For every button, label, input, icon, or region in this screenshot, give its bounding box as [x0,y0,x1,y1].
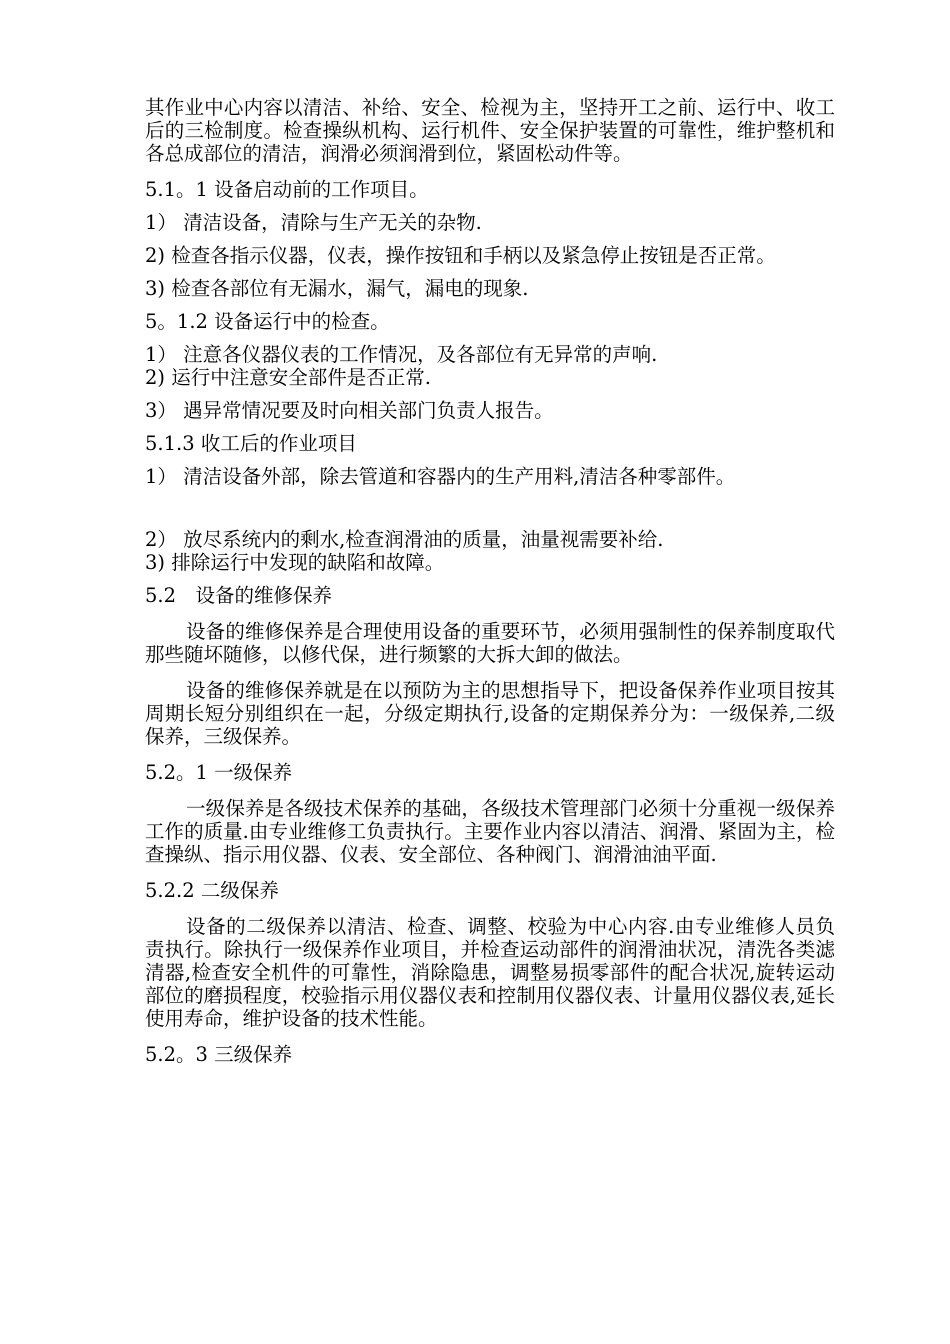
section-heading-5-1-1: 5.1。1 设备启动前的工作项目。 [145,178,429,201]
body-paragraph: 一级保养是各级技术保养的基础，各级技术管理部门必须十分重视一级保养工作的质量.由专业维修工负责执行。主要作业内容以清洁、润滑、紧固为主，检查操纵、指示用仪器、仪表、安全部位、各种阀门、润滑油油平面. [145,797,835,866]
body-paragraph: 设备的维修保养就是在以预防为主的思想指导下，把设备保养作业项目按其周期长短分别组织在一起，分级定期执行,设备的定期保养分为：一级保养,二级保养，三级保养。 [145,679,835,748]
list-item: 1） 清洁设备外部，除去管道和容器内的生产用料,清洁各种零部件。 [145,465,736,488]
section-heading-5-1-3: 5.1.3 收工后的作业项目 [145,432,357,455]
list-item: 1） 清洁设备，清除与生产无关的杂物. [145,211,482,234]
section-heading-5-1-2: 5。1.2 设备运行中的检查。 [145,310,390,333]
section-heading-5-2: 5.2 设备的维修保养 [145,584,333,607]
list-item: 1） 注意各仪器仪表的工作情况，及各部位有无异常的声响. [145,343,658,366]
body-paragraph: 设备的二级保养以清洁、检查、调整、校验为中心内容.由专业维修人员负责执行。除执行一级保养作业项目，并检查运动部件的润滑油状况，清洗各类滤清器,检查安全机件的可靠性，消除隐患，调整易损零部件的配合状况,旋转运动部位的磨损程度，校验指示用仪器仪表和控制用仪器仪表、计量用仪器仪表,延长使用寿命，维护设备的技术性能。 [145,915,835,1030]
section-heading-5-2-1: 5.2。1 一级保养 [145,761,293,784]
document-body [145,96,835,1066]
intro-paragraph: 其作业中心内容以清洁、补给、安全、检视为主，坚持开工之前、运行中、收工后的三检制度。检查操纵机构、运行机件、安全保护装置的可靠性，维护整机和各总成部位的清洁，润滑必须润滑到位，紧固松动件等。 [145,96,835,165]
section-heading-5-2-3: 5.2。3 三级保养 [145,1043,293,1066]
section-heading-5-2-2: 5.2.2 二级保养 [145,879,279,902]
list-item: 3) 检查各部位有无漏水，漏气，漏电的现象. [145,277,529,300]
list-item: 3) 排除运行中发现的缺陷和故障。 [145,551,445,574]
list-item: 3） 遇异常情况要及时向相关部门负责人报告。 [145,399,554,422]
list-item: 2) 检查各指示仪器，仪表，操作按钮和手柄以及紧急停止按钮是否正常。 [145,244,776,267]
list-item: 2） 放尽系统内的剩水,检查润滑油的质量，油量视需要补给. [145,528,664,551]
body-paragraph: 设备的维修保养是合理使用设备的重要环节，必须用强制性的保养制度取代那些随坏随修，以修代保，进行频繁的大拆大卸的做法。 [145,620,835,666]
list-item: 2) 运行中注意安全部件是否正常. [145,366,431,389]
